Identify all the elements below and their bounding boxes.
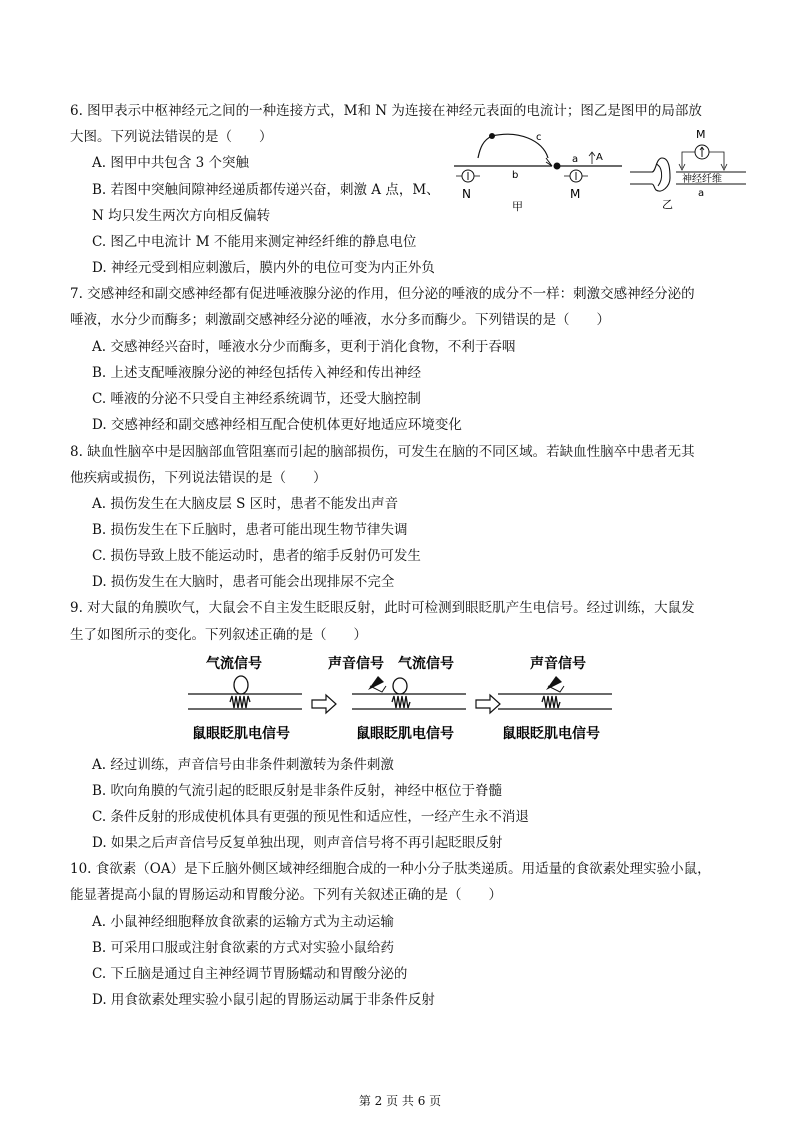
q7-option-b: B. 上述支配唾液腺分泌的神经包括传入神经和传出神经	[92, 365, 422, 381]
q6-option-b-line2: N 均只发生两次方向相反偏转	[92, 208, 271, 224]
q7-option-c: C. 唾液的分泌不只受自主神经系统调节，还受大脑控制	[92, 391, 421, 407]
q10-stem-line1: 10. 食欲素（OA）是下丘脑外侧区域神经细胞合成的一种小分子肽类递质。用适量的食欲素处理实验小鼠，	[70, 861, 711, 877]
panel2-top-label-b: 气流信号	[398, 656, 454, 672]
q10-stem-line2: 能显著提高小鼠的胃肠运动和胃酸分泌。下列有关叙述正确的是（ ）	[70, 887, 502, 903]
panel-2	[328, 655, 466, 742]
q8-stem-line1: 8. 缺血性脑卒中是因脑部血管阻塞而引起的脑部损伤，可发生在脑的不同区域。若缺血性脑卒中患者无其	[70, 444, 695, 460]
q6-option-d: D. 神经元受到相应刺激后，膜内外的电位可变为内正外负	[92, 260, 435, 276]
q9-option-a: A. 经过训练，声音信号由非条件刺激转为条件刺激	[92, 757, 394, 773]
q7-option-a: A. 交感神经兴奋时，唾液水分少而酶多，更利于消化食物，不利于吞咽	[92, 339, 516, 355]
q8-option-a: A. 损伤发生在大脑皮层 S 区时，患者不能发出声音	[92, 496, 399, 512]
ammeter-n	[456, 170, 480, 182]
q10-option-a: A. 小鼠神经细胞释放食欲素的运输方式为主动运输	[92, 914, 394, 930]
figure-conditioning	[186, 652, 616, 744]
panel2-bottom-label: 鼠眼眨肌电信号	[356, 726, 454, 742]
q6-option-a: A. 图甲中共包含 3 个突触	[92, 155, 250, 171]
q6-option-c: C. 图乙中电流计 M 不能用来测定神经纤维的静息电位	[92, 234, 417, 250]
figure-jia	[448, 128, 628, 214]
sound-icon-2	[546, 676, 562, 690]
q8-stem-line2: 他疾病或损伤，下列说法错误的是（ ）	[70, 470, 327, 486]
page-footer: 第 2 页 共 6 页	[358, 1094, 442, 1108]
panel1-top-label: 气流信号	[206, 656, 262, 672]
q7-option-d: D. 交感神经和副交感神经相互配合使机体更好地适应环境变化	[92, 417, 462, 433]
label-A: A	[596, 152, 603, 163]
label-fiber: 神经纤维	[682, 174, 722, 185]
q9-option-b: B. 吹向角膜的气流引起的眨眼反射是非条件反射，神经中枢位于脊髓	[92, 783, 503, 799]
q9-stem-line2: 生了如图所示的变化。下列叙述正确的是（ ）	[70, 627, 367, 643]
panel-3	[498, 655, 612, 742]
panel-1	[188, 655, 302, 742]
q8-option-c: C. 损伤导致上肢不能运动时，患者的缩手反射仍可发生	[92, 548, 421, 564]
arrow-2	[476, 695, 500, 713]
label-a-yi: a	[698, 188, 705, 199]
q9-option-c: C. 条件反射的形成使机体具有更强的预见性和适应性，一经产生永不消退	[92, 809, 529, 825]
q9-stem-line1: 9. 对大鼠的角膜吹气，大鼠会不自主发生眨眼反射，此时可检测到眼眨肌产生电信号。经过训练，大鼠发	[70, 600, 695, 616]
q10-option-c: C. 下丘脑是通过自主神经调节胃肠蠕动和胃酸分泌的	[92, 966, 408, 982]
q8-option-d: D. 损伤发生在大脑时，患者可能会出现排尿不完全	[92, 574, 395, 590]
panel3-bottom-label: 鼠眼眨肌电信号	[502, 726, 600, 742]
q7-stem-line1: 7. 交感神经和副交感神经都有促进唾液腺分泌的作用，但分泌的唾液的成分不一样：刺激交感神经分泌的	[70, 286, 695, 302]
label-c: c	[536, 132, 542, 143]
label-M: M	[570, 187, 581, 201]
caption-jia: 甲	[512, 200, 523, 213]
figure-yi	[626, 128, 750, 214]
q6-stem-line1: 6. 图甲表示中枢神经元之间的一种连接方式，M和 N 为连接在神经元表面的电流计；图乙是图甲的局部放	[70, 103, 702, 119]
sound-icon	[368, 676, 384, 690]
panel1-bottom-label: 鼠眼眨肌电信号	[192, 726, 290, 742]
label-b: b	[512, 170, 519, 181]
q6-option-b-line1: B. 若图中突触间隙神经递质都传递兴奋，刺激 A 点，M、	[92, 182, 440, 198]
q7-stem-line2: 唾液，水分少而酶多；刺激副交感神经分泌的唾液，水分多而酶少。下列错误的是（ ）	[70, 312, 610, 328]
q8-option-b: B. 损伤发生在下丘脑时，患者可能出现生物节律失调	[92, 522, 408, 538]
q6-stem-line2: 大图。下列说法错误的是（ ）	[70, 129, 273, 145]
ammeter-m-yi	[679, 145, 727, 170]
caption-yi: 乙	[662, 198, 673, 211]
label-M-yi: M	[696, 128, 706, 141]
panel2-top-label-a: 声音信号	[328, 656, 384, 672]
q10-option-d: D. 用食欲素处理实验小鼠引起的胃肠运动属于非条件反射	[92, 992, 435, 1008]
label-N: N	[462, 187, 471, 201]
arrow-1	[312, 695, 336, 713]
panel3-top-label: 声音信号	[530, 656, 586, 672]
q9-option-d: D. 如果之后声音信号反复单独出现，则声音信号将不再引起眨眼反射	[92, 835, 503, 851]
ammeter-m	[564, 170, 588, 182]
label-a: a	[572, 154, 579, 165]
q10-option-b: B. 可采用口服或注射食欲素的方式对实验小鼠给药	[92, 940, 395, 956]
